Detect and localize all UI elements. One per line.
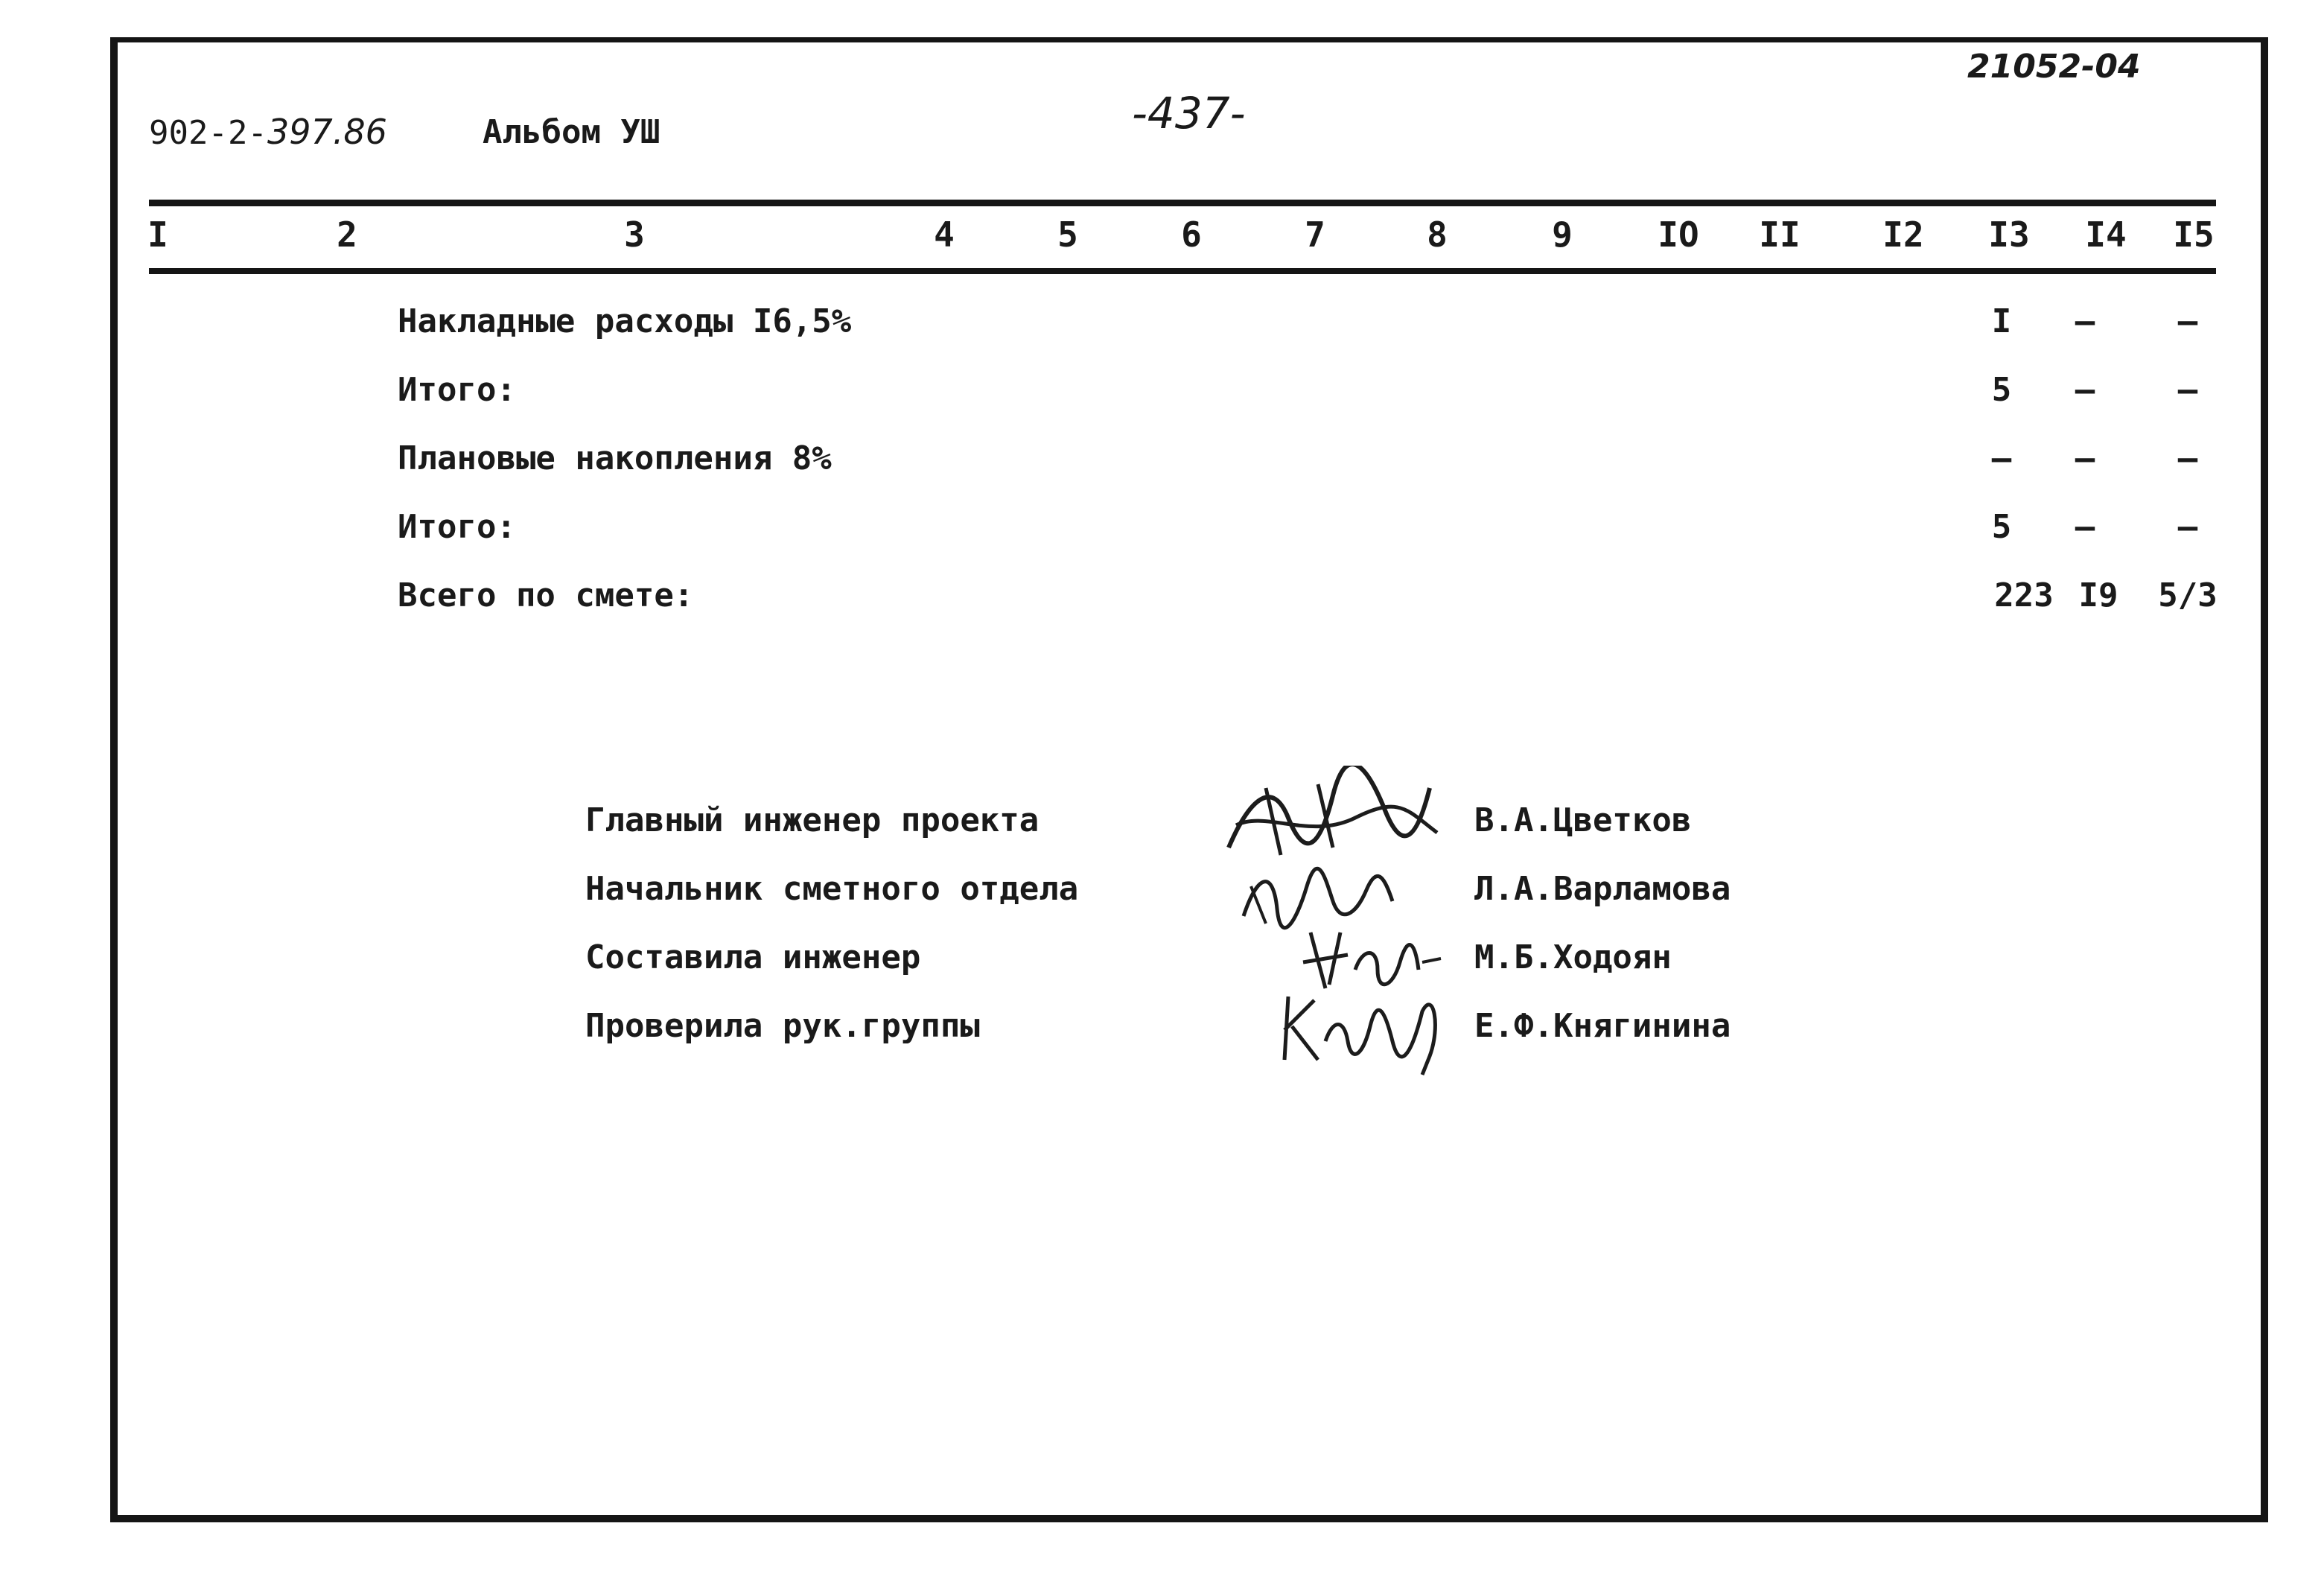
row-label: Итого:	[398, 371, 516, 409]
column-header-6: 6	[1181, 214, 1202, 255]
cell-col13: –	[1991, 439, 2012, 477]
column-header-7: 7	[1305, 214, 1325, 255]
column-header-11: II	[1759, 214, 1801, 255]
signature-name: М.Б.Ходоян	[1474, 938, 1672, 976]
column-header-1: I	[147, 214, 168, 255]
cell-col15: –	[2177, 439, 2198, 477]
column-header-10: IO	[1658, 214, 1699, 255]
signature-title: Составила инженер	[585, 938, 921, 976]
signature-name: В.А.Цветков	[1474, 801, 1692, 839]
signature-title: Начальник сметного отдела	[585, 870, 1079, 908]
signature-name: Л.А.Варламова	[1474, 870, 1731, 908]
cell-col15: 5/3	[2158, 576, 2218, 614]
project-code-prefix: 902-2-	[149, 114, 267, 152]
project-code-handwritten: 397.86	[267, 112, 387, 152]
cell-col13: 5	[1991, 371, 2012, 409]
header-rule-bottom	[149, 268, 2216, 274]
signature-mark	[1221, 766, 1445, 870]
album-label: Альбом УШ	[483, 113, 660, 151]
column-header-12: I2	[1882, 214, 1924, 255]
row-label: Всего по смете:	[398, 576, 694, 614]
column-header-2: 2	[337, 214, 357, 255]
column-header-4: 4	[934, 214, 955, 255]
column-header-14: I4	[2085, 214, 2127, 255]
cell-col15: –	[2177, 371, 2198, 409]
row-label: Итого:	[398, 508, 516, 546]
cell-col14: –	[2075, 371, 2095, 409]
signature-title: Проверила рук.группы	[585, 1007, 980, 1045]
column-header-5: 5	[1057, 214, 1078, 255]
signature-name: Е.Ф.Княгинина	[1474, 1007, 1731, 1045]
column-header-15: I5	[2173, 214, 2215, 255]
cell-col14: –	[2075, 508, 2095, 546]
cell-col15: –	[2177, 508, 2198, 546]
page-border	[110, 37, 2268, 1522]
cell-col15: –	[2177, 302, 2198, 340]
cell-col14: –	[2075, 439, 2095, 477]
header-rule-top	[149, 200, 2216, 206]
row-label: Плановые накопления 8%	[398, 439, 832, 477]
column-header-8: 8	[1427, 214, 1448, 255]
project-code	[149, 112, 387, 152]
cell-col13: 223	[1994, 576, 2054, 614]
cell-col14: I9	[2078, 576, 2118, 614]
cell-col14: –	[2075, 302, 2095, 340]
document-number: 21052-04	[1967, 48, 2141, 86]
cell-col13: I	[1991, 302, 2012, 340]
page-number: -437-	[1132, 88, 1246, 139]
cell-col13: 5	[1991, 508, 2012, 546]
row-label: Накладные расходы I6,5%	[398, 302, 852, 340]
signature-title: Главный инженер проекта	[585, 801, 1040, 839]
column-header-3: 3	[624, 214, 645, 255]
column-header-9: 9	[1552, 214, 1573, 255]
signature-mark	[1273, 982, 1467, 1078]
column-header-13: I3	[1988, 214, 2030, 255]
